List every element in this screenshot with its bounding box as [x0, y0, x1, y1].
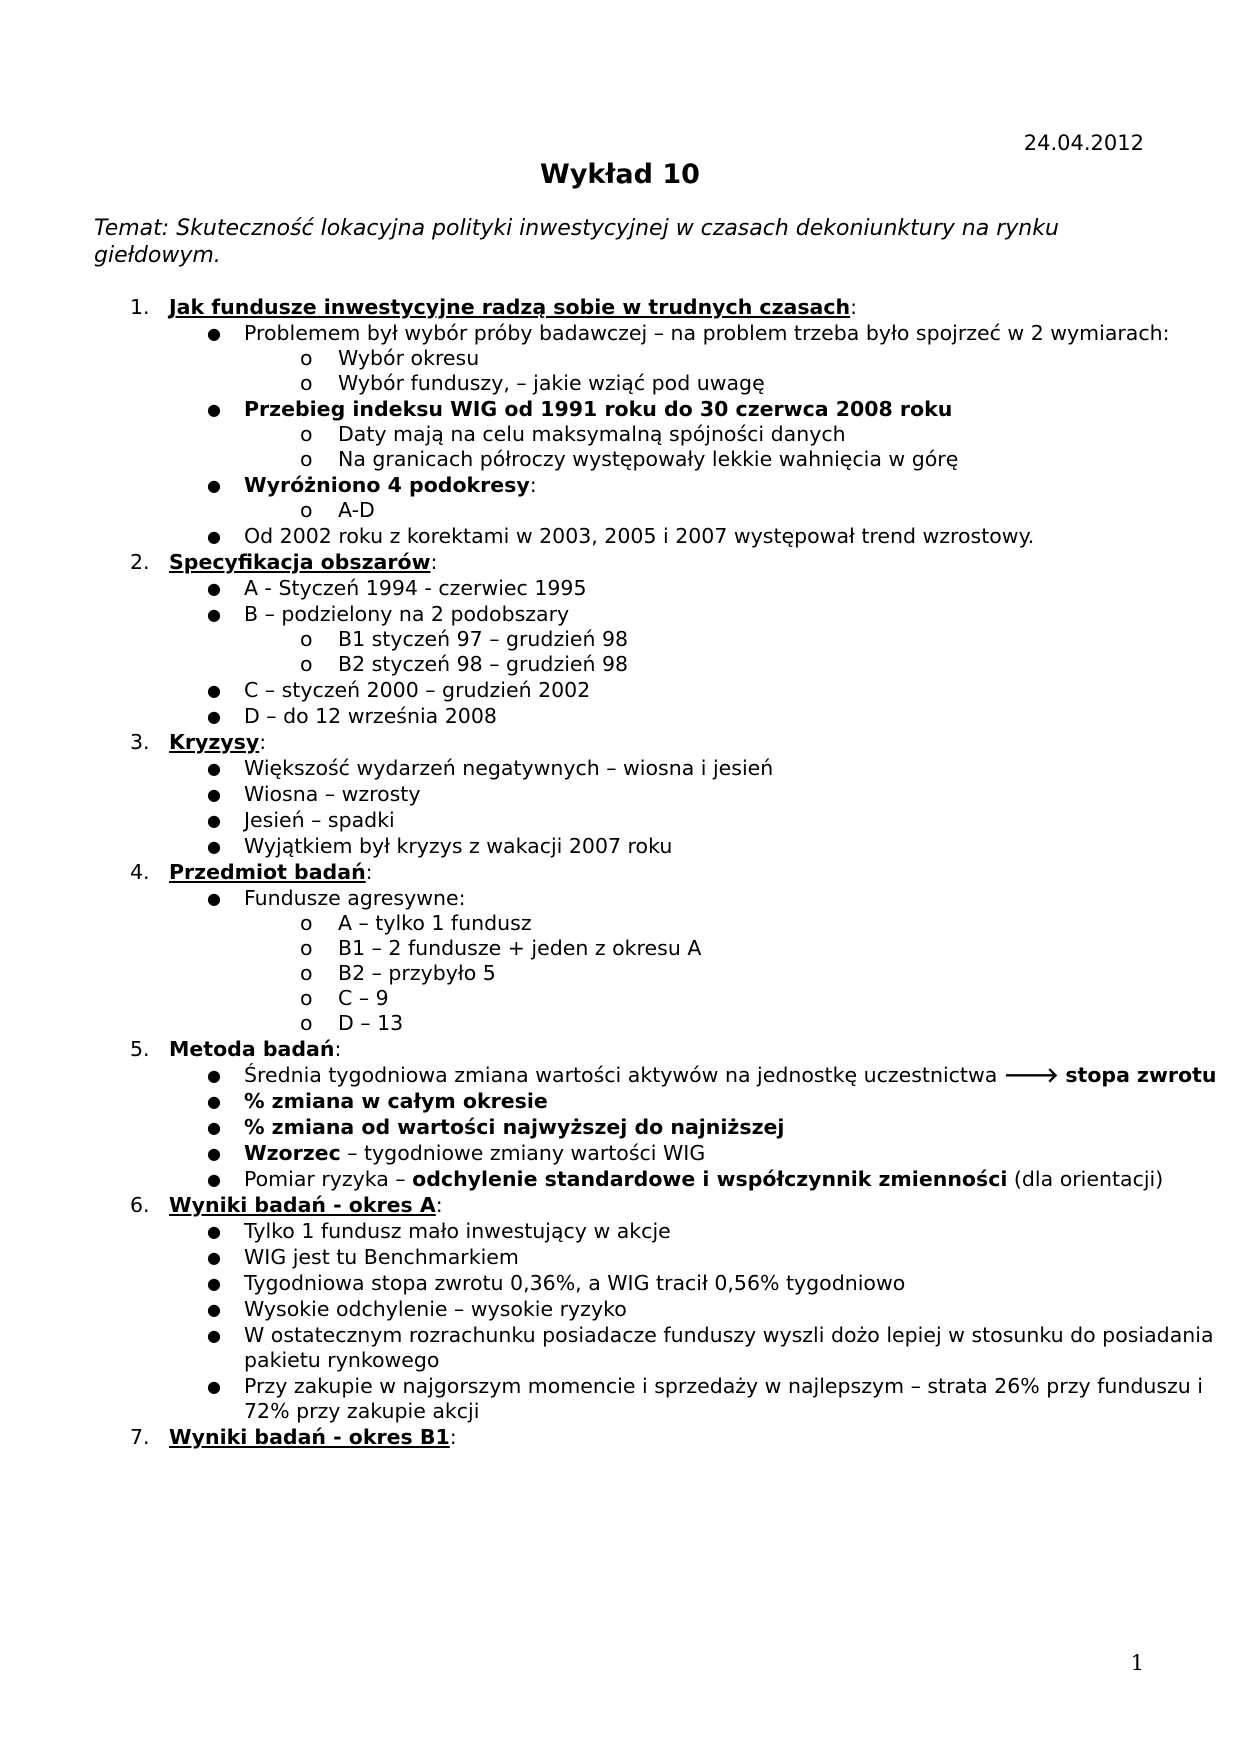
bullet-icon: ● [207, 1222, 221, 1241]
bullet-text: B – podzielony na 2 podobszary [244, 602, 570, 626]
bullet-item [0, 782, 1240, 807]
bullet-icon: ● [207, 889, 221, 908]
bullet-item [0, 602, 1240, 627]
sub-item-text: C – 9 [338, 986, 389, 1010]
bullet-text: (dla orientacji) [1007, 1167, 1164, 1191]
bullet-icon: ● [207, 476, 221, 495]
circle-bullet-icon: o [300, 346, 313, 370]
bullet-text: WIG jest tu Benchmarkiem [244, 1245, 519, 1269]
bullet-text: Tygodniowa stopa zwrotu 0,36%, a WIG tracił 0,56% tygodniowo [244, 1271, 906, 1295]
section-7 [0, 1425, 1240, 1450]
bullet-text: Wysokie odchylenie – wysokie ryzyko [244, 1297, 627, 1321]
bullet-text: D – do 12 września 2008 [244, 704, 497, 728]
circle-bullet-icon: o [300, 911, 313, 935]
circle-bullet-icon: o [300, 498, 313, 522]
bullet-icon: ● [207, 579, 221, 598]
section-number: 7. [130, 1425, 150, 1449]
bullet-item [0, 1063, 1240, 1088]
bullet-item [0, 704, 1240, 729]
bullet-text: Od 2002 roku z korektami w 2003, 2005 i 2007 występował trend wzrostowy. [244, 524, 1035, 548]
section-heading: Specyfikacja obszarów: [169, 550, 438, 574]
sub-item-text: B1 styczeń 97 – grudzień 98 [338, 627, 629, 651]
sub-item-text: Na granicach półroczy występowały lekkie wahnięcia w górę [338, 447, 959, 471]
sub-item [0, 422, 1240, 447]
bullet-text: Wyjątkiem był kryzys z wakacji 2007 roku [244, 834, 673, 858]
bullet-text: Fundusze agresywne: [244, 886, 466, 910]
bullet-bold-text: Przebieg indeksu WIG od 1991 roku do 30 czerwca 2008 roku [244, 397, 953, 421]
circle-bullet-icon: o [300, 422, 313, 446]
bullet-icon: ● [207, 1066, 221, 1085]
bullet-icon: ● [207, 1092, 221, 1111]
bullet-text: – tygodniowe zmiany wartości WIG [340, 1141, 706, 1165]
section-6 [0, 1193, 1240, 1218]
section-number: 1. [130, 295, 150, 319]
bullet-item [0, 1115, 1240, 1140]
section-heading: Jak fundusze inwestycyjne radzą sobie w trudnych czasach: [169, 295, 858, 319]
section-heading-text: Wyniki badań - okres A [169, 1193, 436, 1217]
bullet-item [0, 397, 1240, 422]
sub-item [0, 1011, 1240, 1036]
section-heading-text: Specyfikacja obszarów [169, 550, 431, 574]
bullet-item [0, 473, 1240, 498]
bullet-item [0, 1219, 1240, 1244]
sub-item-text: A-D [338, 498, 375, 522]
section-heading-text: Wyniki badań - okres B1 [169, 1425, 450, 1449]
section-heading: Metoda badań: [169, 1037, 342, 1061]
sub-item [0, 627, 1240, 652]
sub-item-text: Wybór funduszy, – jakie wziąć pod uwagę [338, 371, 765, 395]
section-5 [0, 1037, 1240, 1062]
sub-item [0, 652, 1240, 677]
bullet-suffix: : [529, 473, 537, 497]
bullet-item [0, 886, 1240, 911]
bullet-text: Średnia tygodniowa zmiana wartości aktywów na jednostkę uczestnictwa [244, 1063, 1004, 1087]
bullet-text: Pomiar ryzyka – [244, 1167, 413, 1191]
sub-item-text: B2 – przybyło 5 [338, 961, 496, 985]
bullet-item [0, 1245, 1240, 1270]
bullet-icon: ● [207, 681, 221, 700]
bullet-item [0, 524, 1240, 549]
sub-item-text: Wybór okresu [338, 346, 480, 370]
sub-item [0, 936, 1240, 961]
bullet-icon: ● [207, 527, 221, 546]
bullet-icon: ● [207, 1274, 221, 1293]
bullet-icon: ● [207, 1377, 221, 1396]
bullet-icon: ● [207, 1248, 221, 1267]
section-heading: Kryzysy: [169, 730, 267, 754]
bullet-bold-text: stopa zwrotu [1065, 1063, 1217, 1087]
bullet-icon: ● [207, 707, 221, 726]
bullet-item [0, 1089, 1240, 1114]
bullet-item [0, 1323, 1240, 1373]
sub-item [0, 911, 1240, 936]
page-number: 1 [1130, 1651, 1144, 1675]
circle-bullet-icon: o [300, 447, 313, 471]
section-heading-text: Jak fundusze inwestycyjne radzą sobie w trudnych czasach [169, 295, 851, 319]
section-number: 2. [130, 550, 150, 574]
bullet-item [0, 321, 1240, 346]
bullet-icon: ● [207, 1118, 221, 1137]
bullet-text: Wiosna – wzrosty [244, 782, 421, 806]
bullet-icon: ● [207, 811, 221, 830]
bullet-item [0, 1271, 1240, 1296]
sub-item-text: A – tylko 1 fundusz [338, 911, 532, 935]
circle-bullet-icon: o [300, 371, 313, 395]
section-number: 5. [130, 1037, 150, 1061]
outline-list [0, 294, 1240, 1450]
section-number: 6. [130, 1193, 150, 1217]
section-4 [0, 860, 1240, 885]
bullet-item [0, 1374, 1240, 1424]
bullet-item [0, 756, 1240, 781]
bullet-text: Większość wydarzeń negatywnych – wiosna i jesień [244, 756, 774, 780]
sub-item [0, 447, 1240, 472]
circle-bullet-icon: o [300, 1011, 313, 1035]
bullet-icon: ● [207, 1326, 221, 1345]
lecture-topic: Temat: Skuteczność lokacyjna polityki inwestycyjnej w czasach dekoniunktury na rynku giełdowym. [94, 216, 1059, 268]
bullet-item [0, 808, 1240, 833]
bullet-text: W ostatecznym rozrachunku posiadacze funduszy wyszli dożo lepiej w stosunku do posiadania pakietu rynkowego [244, 1323, 1214, 1372]
section-heading: Wyniki badań - okres A: [169, 1193, 443, 1217]
section-heading-text: Metoda badań [169, 1037, 335, 1061]
document-title: Wykład 10 [540, 159, 700, 190]
bullet-text: Tylko 1 fundusz mało inwestujący w akcje [244, 1219, 671, 1243]
bullet-item [0, 1297, 1240, 1322]
section-heading: Wyniki badań - okres B1: [169, 1425, 457, 1449]
sub-item [0, 498, 1240, 523]
section-heading-text: Kryzysy [169, 730, 260, 754]
section-number: 3. [130, 730, 150, 754]
bullet-bold-text: % zmiana od wartości najwyższej do najniższej [244, 1115, 785, 1139]
bullet-icon: ● [207, 759, 221, 778]
bullet-item [0, 834, 1240, 859]
arrow-right-icon: 🡒 [1003, 1063, 1059, 1087]
sub-item [0, 371, 1240, 396]
bullet-icon: ● [207, 400, 221, 419]
bullet-bold-text: Wzorzec [244, 1141, 341, 1165]
bullet-icon: ● [207, 324, 221, 343]
bullet-icon: ● [207, 605, 221, 624]
circle-bullet-icon: o [300, 961, 313, 985]
bullet-item [0, 1167, 1240, 1192]
sub-item-text: B1 – 2 fundusze + jeden z okresu A [338, 936, 702, 960]
section-heading-text: Przedmiot badań [169, 860, 366, 884]
circle-bullet-icon: o [300, 627, 313, 651]
sub-item [0, 346, 1240, 371]
section-3 [0, 730, 1240, 755]
bullet-item [0, 678, 1240, 703]
sub-item-text: D – 13 [338, 1011, 404, 1035]
sub-item [0, 961, 1240, 986]
sub-item-text: Daty mają na celu maksymalną spójności danych [338, 422, 846, 446]
bullet-bold-text: % zmiana w całym okresie [244, 1089, 548, 1113]
bullet-text: Problemem był wybór próby badawczej – na problem trzeba było spojrzeć w 2 wymiarach: [244, 321, 1170, 345]
document-date: 24.04.2012 [1023, 131, 1144, 155]
bullet-icon: ● [207, 1170, 221, 1189]
bullet-icon: ● [207, 1300, 221, 1319]
circle-bullet-icon: o [300, 936, 313, 960]
bullet-bold-text: Wyróżniono 4 podokresy [244, 473, 530, 497]
bullet-icon: ● [207, 837, 221, 856]
bullet-icon: ● [207, 1144, 221, 1163]
sub-item-text: B2 styczeń 98 – grudzień 98 [338, 652, 629, 676]
section-2 [0, 550, 1240, 575]
section-number: 4. [130, 860, 150, 884]
sub-item [0, 986, 1240, 1011]
bullet-text: C – styczeń 2000 – grudzień 2002 [244, 678, 591, 702]
bullet-item [0, 1141, 1240, 1166]
bullet-text: Przy zakupie w najgorszym momencie i sprzedaży w najlepszym – strata 26% przy funduszu i 72% przy zakupie akcji [244, 1374, 1203, 1423]
section-1 [0, 295, 1240, 320]
bullet-text: Jesień – spadki [244, 808, 395, 832]
bullet-bold-text: odchylenie standardowe i współczynnik zmienności [412, 1167, 1008, 1191]
bullet-icon: ● [207, 785, 221, 804]
bullet-item [0, 576, 1240, 601]
bullet-text: A - Styczeń 1994 - czerwiec 1995 [244, 576, 587, 600]
section-heading: Przedmiot badań: [169, 860, 373, 884]
circle-bullet-icon: o [300, 986, 313, 1010]
circle-bullet-icon: o [300, 652, 313, 676]
